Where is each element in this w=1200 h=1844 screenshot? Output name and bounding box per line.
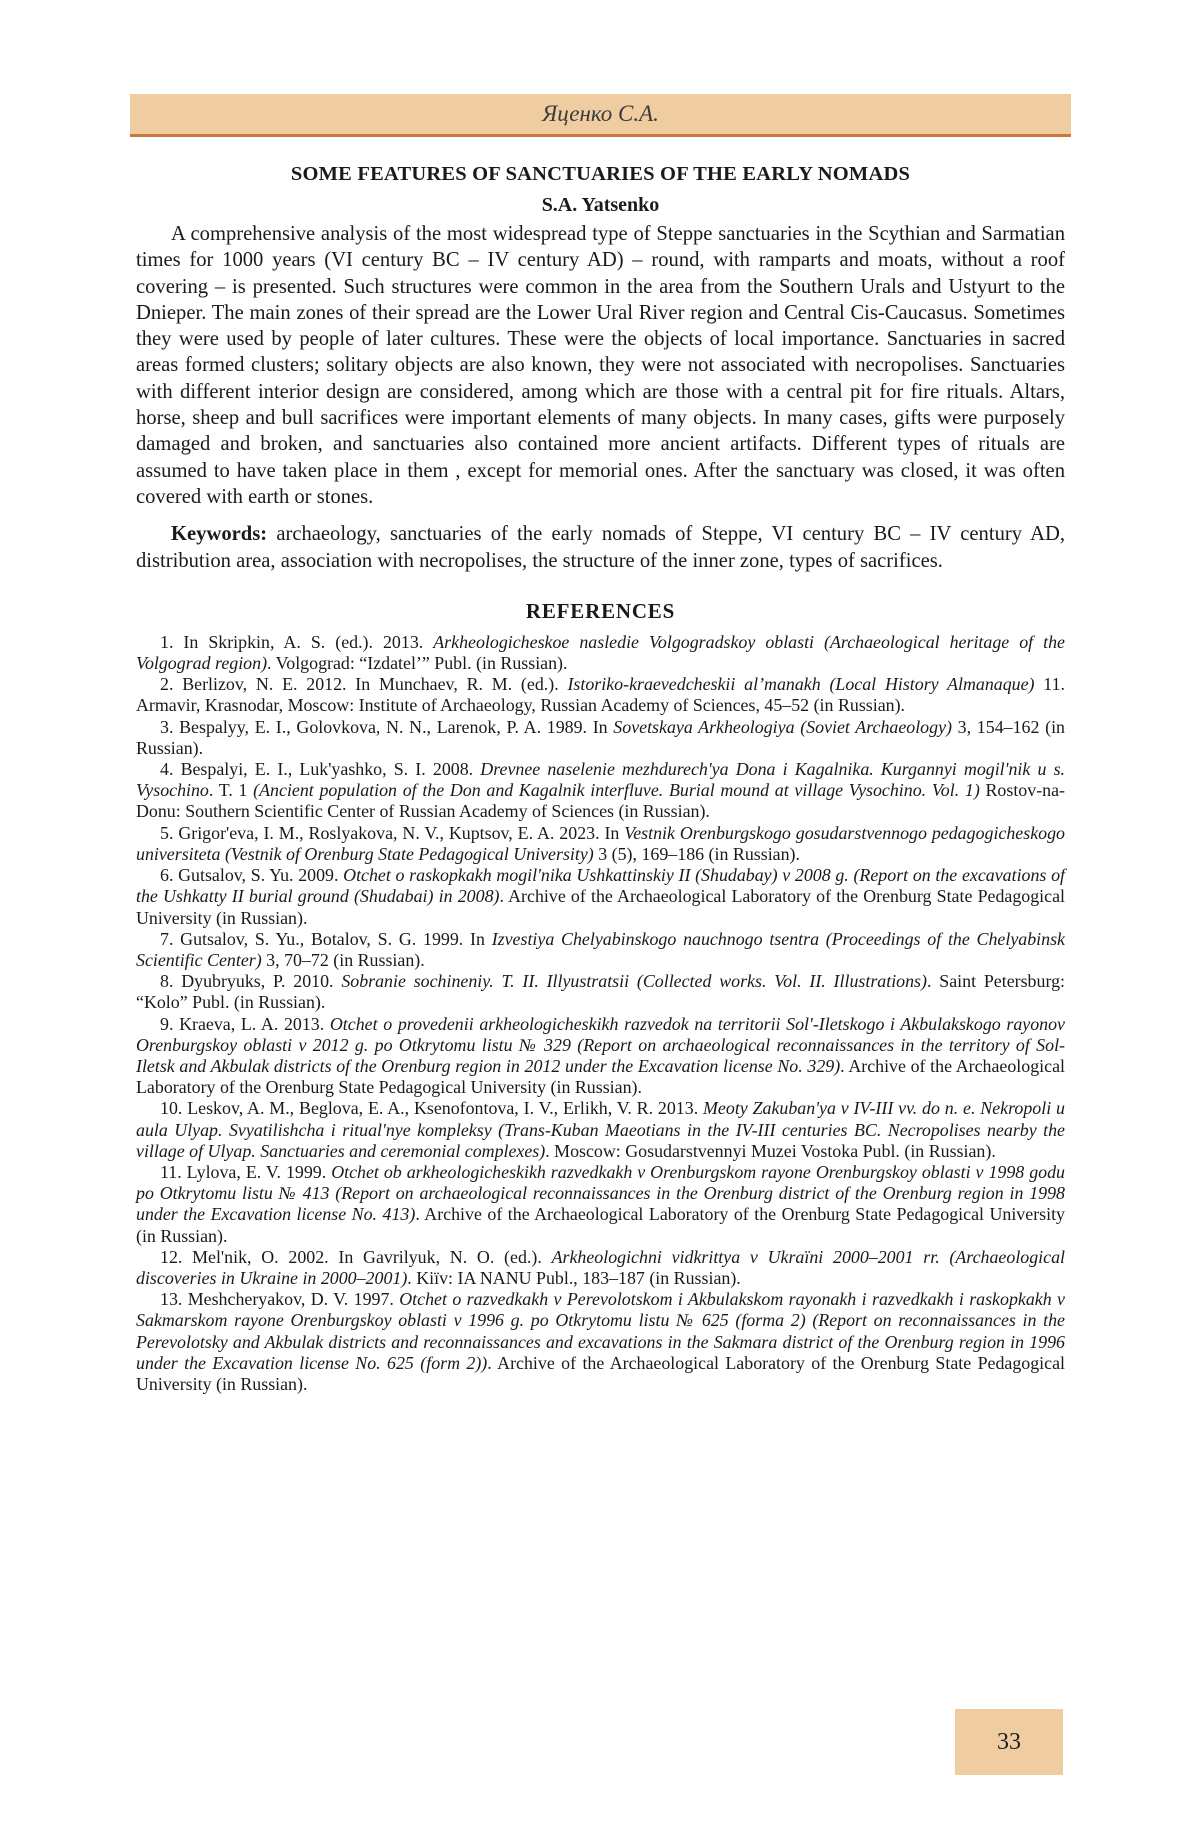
reference-text: . Archive of the Archaeological Laboratory of the Orenburg State Pedagogical University (in Russian). [136, 1352, 1066, 1394]
keywords-text: archaeology, sanctuaries of the early nomads of Steppe, VI century BC – IV century AD, distribution area, association with necropolises, the structure of the inner zone, types of sacrifices. [136, 523, 1065, 572]
reference-text: 11. Armavir, Krasnodar, Moscow: Institute of Archaeology, Russian Academy of Sciences, 45–52 (in Russian). [136, 674, 1065, 716]
reference-text: 11. Lylova, E. V. 1999. [160, 1161, 332, 1182]
reference-item [136, 1014, 1065, 1099]
reference-text: 3 (5), 169–186 (in Russian). [593, 843, 800, 864]
references-heading: REFERENCES [525, 598, 676, 623]
reference-title: Otchet o razvedkakh v Perevolotskom i Akbulakskom rayonakh i razvedkakh i raskopkakh v Sakmarskom rayone Orenburgskoy oblasti v 1996 g. po Otkrytomu listu № 625 (forma 2) (Report on reconnaissances in the Perevolotsky and Akbulak districts and reconnaissances and excavations in the Sakmara district of the Orenburg region in 1996 under the Excavation license No. 625 (form 2)) [136, 1289, 1065, 1373]
reference-text: 3, 154–162 (in Russian). [136, 716, 1065, 758]
reference-title: Meoty Zakuban'ya v IV-III vv. do n. e. Nekropoli u aula Ulyap. Svyatilishcha i ritual'nye kompleksy (Trans-Kuban Maeotians in the IV-III centuries BC. Necropolises nearby the village of Ulyap. Sanctuaries and ceremonial complexes) [136, 1098, 1065, 1161]
reference-text: . Moscow: Gosudarstvennyi Muzei Vostoka Publ. (in Russian). [545, 1140, 996, 1161]
reference-text: 3, 70–72 (in Russian). [261, 949, 425, 970]
reference-item [136, 674, 1065, 716]
reference-text: . Kiïv: IA NANU Publ., 183–187 (in Russian). [407, 1267, 741, 1288]
reference-title: Vestnik Orenburgskogo gosudarstvennogo pedagogicheskogo universiteta (Vestnik of Orenburg State Pedagogical University) [136, 822, 1065, 864]
reference-item [136, 971, 1065, 1013]
reference-text: 4. Bespalyi, E. I., Luk'yashko, S. I. 2008. [160, 759, 481, 780]
reference-item [136, 1162, 1065, 1247]
article-author: S.A. Yatsenko [541, 194, 660, 216]
reference-title: (Ancient population of the Don and Kagalnik interfluve. Burial mound at village Vysochino. Vol. 1) [253, 780, 980, 801]
reference-text: 1. In Skripkin, A. S. (ed.). 2013. [160, 631, 434, 652]
reference-title: Drevnee naselenie mezhdurech'ya Dona i Kagalnika. Kurgannyi mogil'nik u s. Vysochino [136, 759, 1065, 801]
reference-title: Otchet o provedenii arkheologicheskikh razvedok na territorii Sol'-Iletskogo i Akbulakskogo rayonov Orenburgskoy oblasti v 2012 g. po Otkrytomu listu № 329 (Report on archaeological reconnaissances in the territory of Sol-Iletsk and Akbulak districts of the Orenburg region in 2012 under the Excavation license No. 329) [136, 1013, 1065, 1076]
page-body [136, 94, 1065, 1395]
reference-text: . Archive of the Archaeological Laboratory of the Orenburg State Pedagogical University (in Russian). [136, 886, 1065, 928]
references-list [136, 632, 1065, 1395]
reference-text: . T. 1 [208, 780, 254, 801]
reference-text: 5. Grigor'eva, I. M., Roslyakova, N. V., Kuptsov, E. A. 2023. In [160, 822, 625, 843]
reference-text: 8. Dyubryuks, P. 2010. [160, 971, 342, 992]
reference-text: . Archive of the Archaeological Laboratory of the Orenburg State Pedagogical University (in Russian). [136, 1204, 1065, 1246]
reference-text: 3. Bespalyy, E. I., Golovkova, N. N., Larenok, P. A. 1989. In [160, 716, 614, 737]
reference-text: 10. Leskov, A. M., Beglova, E. A., Ksenofontova, I. V., Erlikh, V. R. 2013. [160, 1098, 704, 1119]
reference-text: Rostov-na-Donu: Southern Scientific Center of Russian Academy of Sciences (in Russian). [136, 780, 1066, 822]
running-head: Яценко С.А. [130, 94, 1071, 137]
reference-text: 12. Mel'nik, O. 2002. In Gavrilyuk, N. O. (ed.). [160, 1246, 552, 1267]
keywords-label: Keywords: [171, 523, 268, 546]
reference-item [136, 865, 1065, 929]
reference-title: Arkheologicheskoe nasledie Volgogradskoy oblasti (Archaeological heritage of the Volgograd region) [136, 631, 1066, 674]
reference-text: . Volgograd: “Izdatel’” Publ. (in Russian). [267, 653, 568, 674]
reference-title: Izvestiya Chelyabinskogo nauchnogo tsentra (Proceedings of the Chelyabinsk Scientific Center) [136, 928, 1065, 970]
reference-title: Istoriko-kraevedcheskii al’manakh (Local History Almanaque) [567, 674, 1035, 695]
reference-text: 9. Kraeva, L. A. 2013. [160, 1013, 330, 1034]
reference-title: Sobranie sochineniy. T. II. Illyustratsii (Collected works. Vol. II. Illustrations) [341, 971, 927, 992]
reference-text: 13. Meshcheryakov, D. V. 1997. [160, 1289, 400, 1310]
reference-item [136, 1098, 1065, 1162]
reference-text: . Archive of the Archaeological Laboratory of the Orenburg State Pedagogical University (in Russian). [136, 1055, 1065, 1098]
reference-title: Sovetskaya Arkheologiya (Soviet Archaeology) [613, 716, 952, 737]
article-title: SOME FEATURES OF SANCTUARIES OF THE EARLY NOMADS [290, 163, 911, 185]
reference-item [136, 632, 1065, 674]
page-number: 33 [955, 1709, 1063, 1775]
reference-item [136, 759, 1065, 823]
reference-item [136, 929, 1065, 971]
reference-text: 6. Gutsalov, S. Yu. 2009. [160, 865, 344, 886]
reference-text: 7. Gutsalov, S. Yu., Botalov, S. G. 1999. In [160, 928, 492, 949]
reference-item [136, 1289, 1065, 1395]
reference-text: 2. Berlizov, N. E. 2012. In Munchaev, R. M. (ed.). [160, 674, 568, 695]
keywords [136, 521, 1065, 574]
abstract: A comprehensive analysis of the most widespread type of Steppe sanctuaries in the Scythian and Sarmatian times for 1000 years (VI century BC – IV century AD) – round, with ramparts and moats, without a roof covering – is presented. Such structures were common in the area from the Southern Urals and Ustyurt to the Dnieper. The main zones of their spread are the Lower Ural River region and Central Cis-Caucasus. Sometimes they were used by people of later cultures. These were the objects of local importance. Sanctuaries in sacred areas formed clusters; solitary objects are also known, they were not associated with necropolises. Sanctuaries with different interior design are considered, among which are those with a central pit for fire rituals. Altars, horse, sheep and bull sacrifices were important elements of many objects. In many cases, gifts were purposely damaged and broken, and sanctuaries also contained more ancient artifacts. Different types of rituals are assumed to have taken place in them , except for memorial ones. After the sanctuary was closed, it was often covered with earth or stones. [136, 223, 1065, 508]
reference-text: . Saint Petersburg: “Kolo” Publ. (in Russian). [136, 971, 1065, 1013]
reference-item [136, 717, 1065, 759]
reference-title: Otchet ob arkheologicheskikh razvedkakh v Orenburgskom rayone Orenburgskoy oblasti v 1998 godu po Otkrytomu listu № 413 (Report on archaeological reconnaissances in the Orenburg district of the Orenburg region in 1998 under the Excavation license No. 413) [136, 1161, 1065, 1225]
reference-item [136, 823, 1065, 865]
reference-title: Otchet o raskopkakh mogil'nika Ushkattinskiy II (Shudabay) v 2008 g. (Report on the excavations of the Ushkatty II burial ground (Shudabai) in 2008) [136, 865, 1065, 907]
reference-title: Arkheologichni vidkrittya v Ukraïni 2000–2001 rr. (Archaeological discoveries in Ukraine in 2000–2001) [136, 1246, 1066, 1288]
reference-item [136, 1247, 1065, 1289]
